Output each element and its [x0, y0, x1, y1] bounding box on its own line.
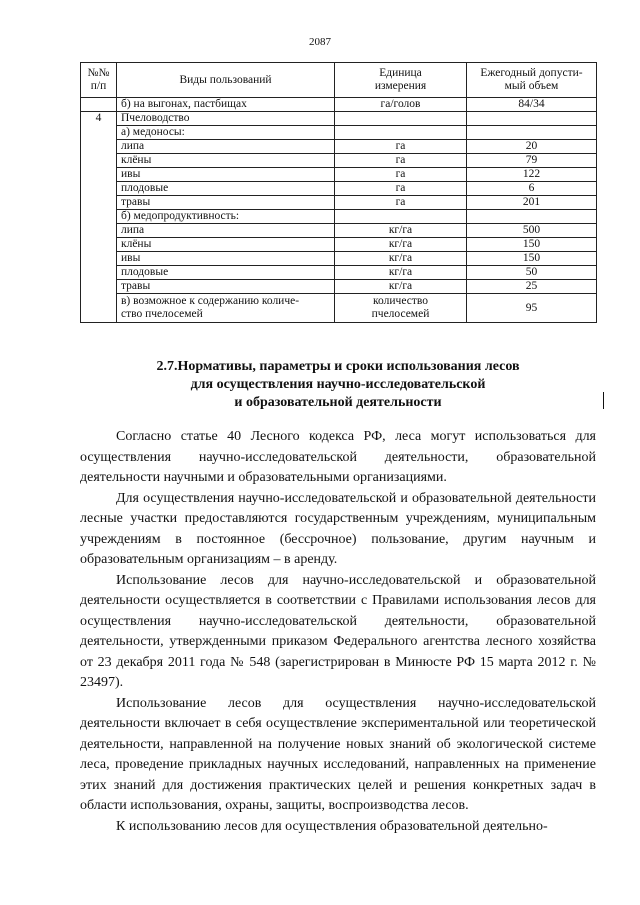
table-cell-unit: га/голов: [335, 98, 467, 112]
table-row: [81, 140, 597, 154]
paragraph: Использование лесов для научно-исследовательской и образовательной деятельности осуществляется в соответствии с Правилами использования лесов для осуществления научно-исследовательской деятельности, образовательной деятельности, утвержденными приказом Федерального агентства лесного хозяйства от 23 декабря 2011 года № 548 (зарегистрирован в Минюсте РФ 15 марта 2012 г. № 23497).: [80, 572, 596, 690]
header-num: №№ п/п: [81, 63, 117, 98]
table-cell-type: Пчеловодство: [117, 112, 335, 126]
table-cell-unit: га: [335, 154, 467, 168]
table-cell-value: 150: [467, 252, 597, 266]
table-cell-value: 150: [467, 238, 597, 252]
table-row-bee-colonies: [81, 294, 597, 323]
table-cell-value: 50: [467, 266, 597, 280]
paragraph: Использование лесов для осуществления научно-исследовательской деятельности включает в себя осуществление экспериментальной или теоретической деятельности, направленной на получение новых знаний об экологической системе леса, проведение прикладных научных исследований, направленных на применение этих знаний для достижения практических целей и решения конкретных задач в области использования, охраны, защиты, воспроизводства лесов.: [80, 695, 596, 813]
table-cell-value: 6: [467, 182, 597, 196]
table-cell-value: 20: [467, 140, 597, 154]
table-cell-type: липа: [117, 224, 335, 238]
table-cell-unit: га: [335, 140, 467, 154]
header-usage-type: Виды пользований: [117, 63, 335, 98]
section-heading-line: для осуществления научно-исследовательской: [190, 377, 486, 392]
table-body: [81, 98, 597, 323]
table-cell-type: плодовые: [117, 266, 335, 280]
table-cell-type: б) на выгонах, пастбищах: [117, 98, 335, 112]
table-cell-type: травы: [117, 280, 335, 294]
paragraph: Для осуществления научно-исследовательской и образовательной деятельности лесные участки предоставляются государственным учреждениям, муниципальным учреждениям в постоянное (бессрочное) пользование, другим научным и образовательным организациям – в аренду.: [80, 490, 596, 567]
table-cell-num: [81, 98, 117, 112]
table-cell-value: 95: [467, 294, 597, 323]
header-unit: Единица измерения: [335, 63, 467, 98]
table-row: [81, 210, 597, 224]
table-cell-value: 122: [467, 168, 597, 182]
table-cell-unit: [335, 210, 467, 224]
table-cell-value: [467, 210, 597, 224]
table-cell-unit: кг/га: [335, 280, 467, 294]
table-cell-unit: кг/га: [335, 266, 467, 280]
table-cell-value: 79: [467, 154, 597, 168]
table-cell-value: 500: [467, 224, 597, 238]
table-cell-type: травы: [117, 196, 335, 210]
table-cell-unit: [335, 126, 467, 140]
table-cell-value: 25: [467, 280, 597, 294]
table-row: [81, 154, 597, 168]
section-heading-line: 2.7.Нормативы, параметры и сроки использования лесов: [156, 359, 520, 374]
table-cell-type: липа: [117, 140, 335, 154]
table-cell-unit: га: [335, 196, 467, 210]
table-cell-type: клёны: [117, 238, 335, 252]
section-heading-line: и образовательной деятельности: [234, 395, 442, 410]
table-cell-type: ивы: [117, 168, 335, 182]
table-cell-type: ивы: [117, 252, 335, 266]
section-heading: [80, 358, 596, 412]
table-cell-unit: кг/га: [335, 252, 467, 266]
paragraph: Согласно статье 40 Лесного кодекса РФ, леса могут использоваться для осуществления научно-исследовательской деятельности, образовательной деятельности научными и образовательными организациями.: [80, 429, 596, 485]
table-row: [81, 112, 597, 126]
table-row: [81, 224, 597, 238]
header-volume: Ежегодный допусти- мый объем: [467, 63, 597, 98]
forest-usage-table: [80, 62, 597, 323]
table-cell-value: [467, 112, 597, 126]
table-row: [81, 98, 597, 112]
table-row: [81, 196, 597, 210]
table-cell-unit: га: [335, 182, 467, 196]
table-cell-unit: [335, 112, 467, 126]
table-row: [81, 252, 597, 266]
table-cell-unit: га: [335, 168, 467, 182]
table-row: [81, 238, 597, 252]
table-row: [81, 266, 597, 280]
text-cursor: [603, 392, 604, 409]
table-cell-num: 4: [81, 112, 117, 323]
table-cell-value: 84/34: [467, 98, 597, 112]
table-cell-type: в) возможное к содержанию количе- ство пчелосемей: [117, 294, 335, 323]
table-cell-type: клёны: [117, 154, 335, 168]
page-number: 2087: [309, 36, 331, 48]
table-row: [81, 168, 597, 182]
table-header-row: [81, 63, 597, 98]
table-row: [81, 280, 597, 294]
table-cell-type: б) медопродуктивность:: [117, 210, 335, 224]
table-cell-type: плодовые: [117, 182, 335, 196]
table-row: [81, 126, 597, 140]
body-text: [80, 427, 596, 837]
paragraph: К использованию лесов для осуществления образовательной деятельно-: [116, 818, 548, 834]
table-cell-value: [467, 126, 597, 140]
table-cell-value: 201: [467, 196, 597, 210]
table-cell-type: а) медоносы:: [117, 126, 335, 140]
table-cell-unit: количество пчелосемей: [335, 294, 467, 323]
table-cell-unit: кг/га: [335, 238, 467, 252]
table-row: [81, 182, 597, 196]
table-cell-unit: кг/га: [335, 224, 467, 238]
